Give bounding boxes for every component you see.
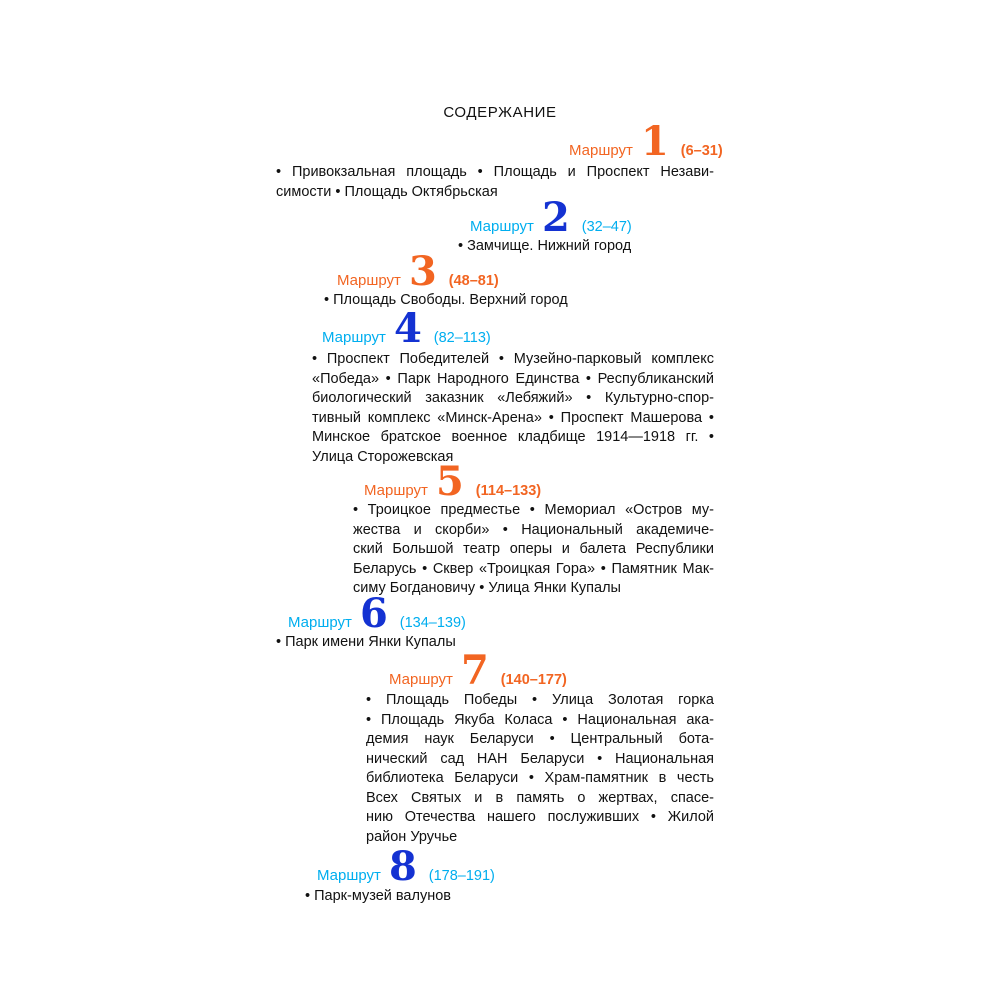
route-4-header bbox=[322, 305, 491, 352]
page-title: СОДЕРЖАНИЕ bbox=[443, 104, 557, 121]
route-label: Маршрут bbox=[389, 671, 453, 688]
text-line: ский Большой театр оперы и балета Республики bbox=[353, 541, 714, 557]
route-7-header bbox=[389, 647, 567, 694]
route-pages: (48–81) bbox=[448, 273, 499, 289]
route-number: 8 bbox=[388, 843, 417, 890]
text-line: нический сад НАН Беларуси • Национальная bbox=[366, 750, 714, 767]
route-pages: (140–177) bbox=[500, 672, 567, 688]
route-5-text bbox=[353, 501, 714, 599]
text-line: • Площадь Свободы. Верхний город bbox=[324, 292, 568, 308]
route-label: Маршрут bbox=[322, 329, 386, 346]
route-number: 4 bbox=[393, 305, 422, 352]
text-line: • Привокзальная площадь • Площадь и Проспект Незави- bbox=[276, 164, 714, 180]
text-line: библиотека Беларуси • Храм-памятник в честь bbox=[366, 770, 714, 786]
text-line: демия наук Беларуси • Центральный бота- bbox=[366, 731, 714, 747]
route-number: 7 bbox=[460, 647, 489, 694]
text-line: тивный комплекс «Минск-Арена» • Проспект Машерова • bbox=[312, 409, 714, 426]
text-line: • Парк-музей валунов bbox=[305, 888, 451, 904]
route-6-header bbox=[288, 590, 466, 637]
text-line: • Замчище. Нижний город bbox=[458, 238, 632, 254]
route-8-header bbox=[317, 843, 495, 890]
text-line: Минское братское военное кладбище 1914—1918 гг. • bbox=[312, 429, 714, 445]
route-pages: (114–133) bbox=[475, 483, 542, 499]
route-3-header bbox=[337, 248, 499, 295]
route-4-text bbox=[312, 350, 714, 467]
text-line: • Проспект Победителей • Музейно-парковый комплекс bbox=[312, 351, 714, 367]
text-line: Всех Святых и в память о жертвах, спасе- bbox=[366, 789, 714, 806]
text-line: • Троицкое предместье • Мемориал «Остров му- bbox=[353, 502, 714, 518]
text-line: район Уручье bbox=[366, 828, 458, 845]
route-label: Маршрут bbox=[470, 218, 534, 235]
route-1-text bbox=[276, 163, 714, 202]
route-number: 5 bbox=[435, 458, 464, 505]
text-line: Улица Сторожевская bbox=[312, 448, 454, 465]
route-6-text bbox=[276, 633, 576, 653]
text-line: • Площадь Якуба Коласа • Национальная ака- bbox=[366, 711, 714, 728]
route-pages: (6–31) bbox=[680, 143, 723, 159]
text-line: нию Отечества нашего послуживших • Жилой bbox=[366, 809, 714, 825]
text-line: биологический заказник «Лебяжий» • Культурно-спор- bbox=[312, 390, 714, 406]
route-1-header bbox=[569, 118, 723, 165]
route-label: Маршрут bbox=[364, 482, 428, 499]
route-label: Маршрут bbox=[288, 614, 352, 631]
route-7-text bbox=[366, 691, 714, 847]
route-number: 1 bbox=[640, 118, 669, 165]
text-line: Беларусь • Сквер «Троицкая Гора» • Памятник Мак- bbox=[353, 560, 714, 577]
route-number: 3 bbox=[408, 248, 437, 295]
route-pages: (178–191) bbox=[428, 868, 495, 884]
route-3-text bbox=[324, 291, 624, 311]
route-2-header bbox=[470, 194, 632, 241]
text-line: жества и скорби» • Национальный академиче- bbox=[353, 521, 714, 538]
text-line: симости • Площадь Октябрьская bbox=[276, 183, 498, 200]
route-pages: (32–47) bbox=[581, 219, 632, 235]
route-label: Маршрут bbox=[569, 142, 633, 159]
route-pages: (82–113) bbox=[433, 330, 491, 346]
route-number: 6 bbox=[359, 590, 388, 637]
text-line: «Победа» • Парк Народного Единства • Республиканский bbox=[312, 370, 714, 387]
route-label: Маршрут bbox=[317, 867, 381, 884]
route-number: 2 bbox=[541, 194, 570, 241]
text-line: • Парк имени Янки Купалы bbox=[276, 634, 456, 650]
route-label: Маршрут bbox=[337, 272, 401, 289]
text-line: • Площадь Победы • Улица Золотая горка bbox=[366, 692, 714, 708]
route-8-text bbox=[305, 887, 605, 907]
route-5-header bbox=[364, 458, 542, 505]
text-line: симу Богдановичу • Улица Янки Купалы bbox=[353, 580, 621, 596]
route-pages: (134–139) bbox=[399, 615, 466, 631]
